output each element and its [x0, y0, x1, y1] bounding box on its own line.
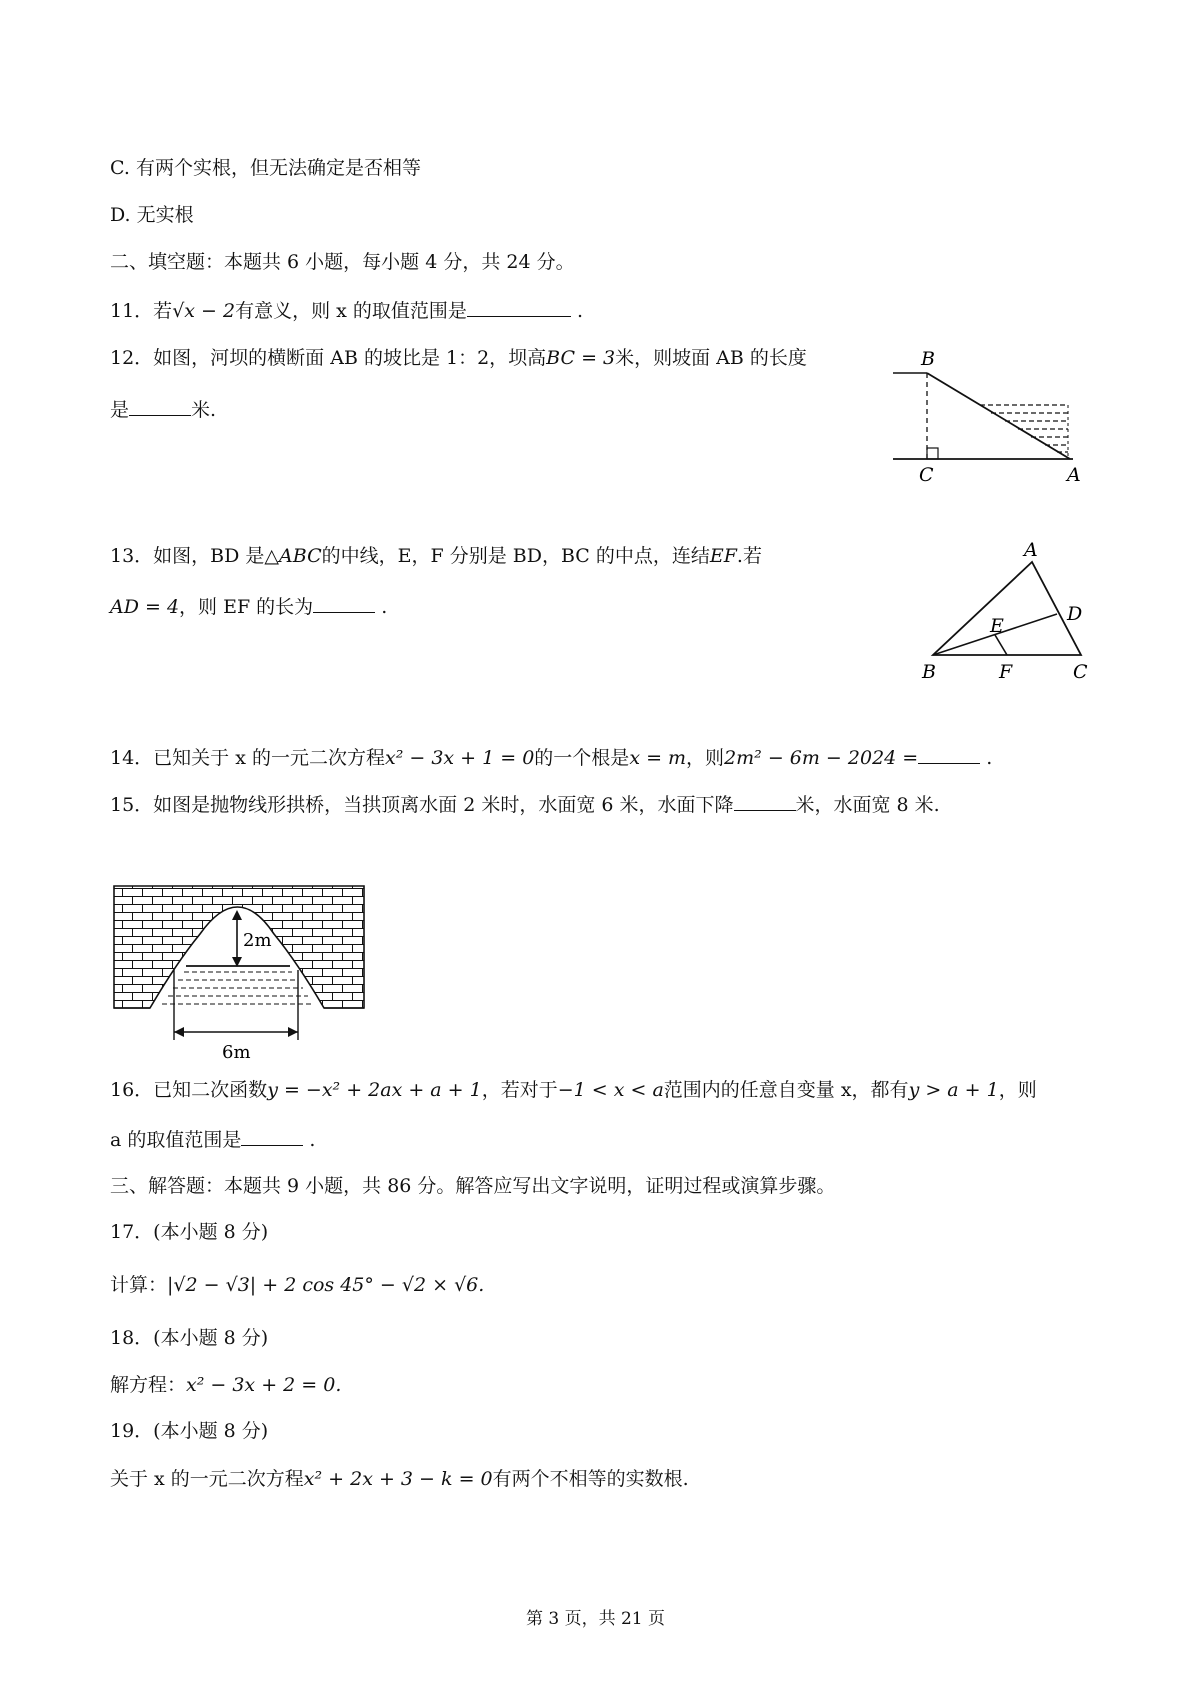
q16-text-b: ，若对于	[481, 1079, 558, 1101]
q16-text-a: 16．已知二次函数	[110, 1079, 268, 1101]
option-c: C. 有两个实根，但无法确定是否相等	[110, 157, 421, 179]
q15-text-b: 米，水面宽 8 米.	[795, 794, 940, 816]
q12-text-b: 米，则坡面 AB 的长度	[615, 347, 807, 369]
q11-text-a: 11．若	[110, 300, 173, 322]
q14-text-c: ，则	[686, 747, 725, 769]
question-16-line-2	[110, 1125, 315, 1153]
q16-text-e: a 的取值范围是	[110, 1129, 242, 1151]
q13-text-d: ，则 EF 的长为	[179, 596, 314, 618]
q12-text-d: 米.	[191, 399, 217, 421]
q16-blank[interactable]	[241, 1125, 303, 1146]
q17-text-a: 计算：	[110, 1274, 168, 1296]
q19-text-b: 有两个不相等的实数根.	[492, 1468, 689, 1490]
q13-math-1: △ABC	[264, 545, 322, 567]
q13-end: .	[381, 596, 388, 618]
q14-math-2: x = m	[629, 747, 687, 769]
question-19-header: 19．(本小题 8 分)	[110, 1420, 269, 1442]
tri-label-e: E	[990, 615, 1004, 637]
q16-text-d: ，则	[998, 1079, 1037, 1101]
page-footer: 第 3 页，共 21 页	[525, 1609, 666, 1629]
section-2-title: 二、填空题：本题共 6 小题，每小题 4 分，共 24 分。	[110, 251, 575, 273]
q19-text-a: 关于 x 的一元二次方程	[110, 1468, 304, 1490]
tri-label-c: C	[1073, 661, 1088, 683]
question-15	[110, 790, 940, 818]
q15-blank[interactable]	[734, 790, 796, 811]
q14-text-b: 的一个根是	[534, 747, 630, 769]
q14-end: .	[986, 747, 993, 769]
q11-blank[interactable]	[467, 296, 571, 317]
q13-math-2: EF	[709, 545, 737, 567]
question-16-line-1	[110, 1077, 1037, 1103]
question-17-body	[110, 1272, 484, 1298]
tri-label-d: D	[1067, 603, 1083, 625]
q19-math: x² + 2x + 3 − k = 0	[303, 1468, 493, 1490]
tri-label-a: A	[1024, 540, 1038, 561]
dam-label-b: B	[921, 348, 935, 370]
q14-blank[interactable]	[918, 743, 980, 764]
q13-blank[interactable]	[313, 592, 375, 613]
q16-math-2: −1 < x < a	[557, 1079, 664, 1101]
q11-math: √x − 2	[172, 300, 236, 322]
q17-math: |√2 − √3| + 2 cos 45° − √2 × √6.	[167, 1274, 485, 1296]
q12-text-a: 12．如图，河坝的横断面 AB 的坡比是 1：2，坝高	[110, 347, 547, 369]
question-18-body	[110, 1372, 341, 1398]
dam-label-c: C	[919, 464, 934, 485]
question-19-body	[110, 1466, 689, 1492]
q13-text-b: 的中线，E，F 分别是 BD，BC 的中点，连结	[321, 545, 710, 567]
dam-figure	[885, 345, 1095, 485]
q11-end: .	[576, 300, 583, 322]
q16-math-1: y = −x² + 2ax + a + 1	[267, 1079, 482, 1101]
tri-label-b: B	[922, 661, 936, 683]
triangle-figure	[905, 540, 1095, 685]
q13-math-3: AD = 4	[110, 596, 180, 618]
question-11	[110, 296, 583, 324]
q12-math: BC = 3	[546, 347, 616, 369]
q14-math-1: x² − 3x + 1 = 0	[384, 747, 535, 769]
question-18-header: 18．(本小题 8 分)	[110, 1327, 269, 1349]
bridge-label-width: 6m	[222, 1042, 251, 1060]
q14-text-a: 14．已知关于 x 的一元二次方程	[110, 747, 385, 769]
tri-label-f: F	[999, 661, 1013, 683]
question-12-line-2	[110, 395, 216, 423]
q16-end: .	[309, 1129, 316, 1151]
bridge-label-height: 2m	[243, 930, 272, 951]
q12-blank[interactable]	[129, 395, 191, 416]
q13-text-c: .若	[736, 545, 762, 567]
section-3-title: 三、解答题：本题共 9 小题，共 86 分。解答应写出文字说明，证明过程或演算步骤。	[110, 1175, 836, 1197]
question-17-header: 17．(本小题 8 分)	[110, 1221, 269, 1243]
option-d: D. 无实根	[110, 204, 194, 226]
q12-text-c: 是	[110, 399, 130, 421]
q11-text-b: 有意义，则 x 的取值范围是	[235, 300, 467, 322]
question-14	[110, 743, 992, 771]
q16-text-c: 范围内的任意自变量 x，都有	[663, 1079, 909, 1101]
q15-text-a: 15．如图是抛物线形拱桥，当拱顶离水面 2 米时，水面宽 6 米，水面下降	[110, 794, 734, 816]
q18-math: x² − 3x + 2 = 0.	[186, 1374, 342, 1396]
question-12-line-1	[110, 345, 807, 371]
dam-label-a: A	[1067, 464, 1081, 485]
bridge-figure	[112, 880, 372, 1060]
q13-text-a: 13．如图，BD 是	[110, 545, 265, 567]
question-13-line-2	[110, 592, 387, 620]
q14-math-3: 2m² − 6m − 2024 =	[724, 747, 919, 769]
q18-text-a: 解方程：	[110, 1374, 187, 1396]
question-13-line-1	[110, 543, 762, 569]
q16-math-3: y > a + 1	[908, 1079, 999, 1101]
